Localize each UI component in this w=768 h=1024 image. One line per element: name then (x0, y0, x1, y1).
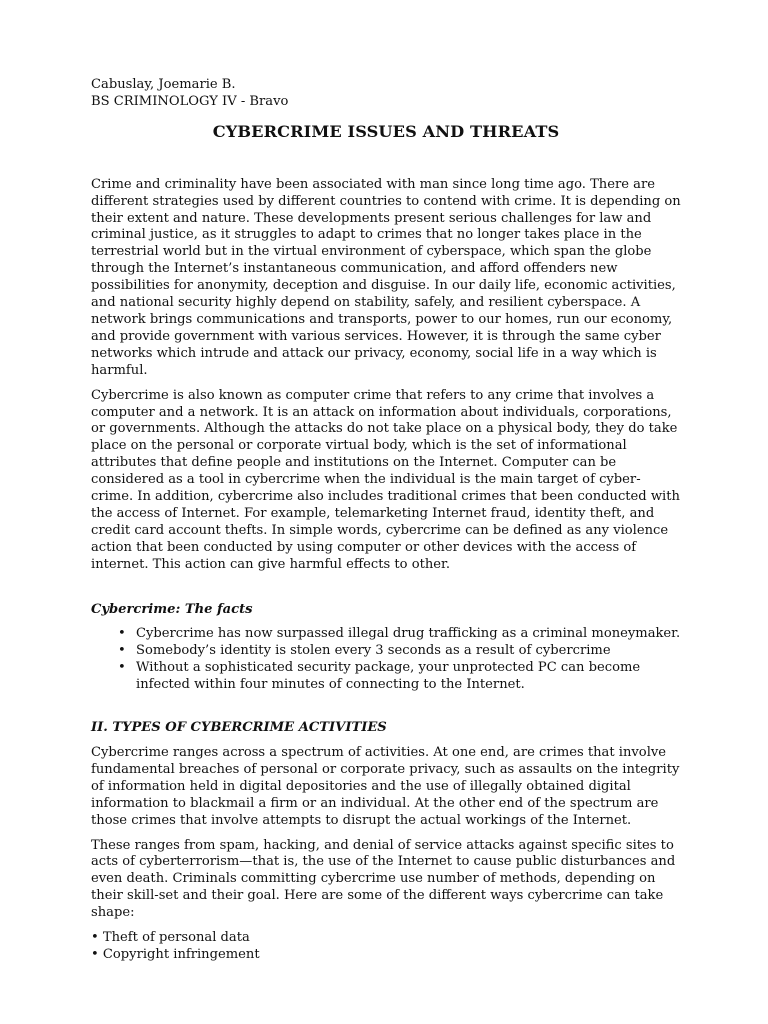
list-item: • Somebody’s identity is stolen every 3 seconds as a result of cybercrime (136, 643, 681, 660)
facts-list (91, 626, 681, 694)
list-item: • Without a sophisticated security package, your unprotected PC can become infected within four minutes of connecting to the Internet. (136, 660, 681, 694)
types-paragraph-2: These ranges from spam, hacking, and denial of service attacks against specific sites to acts of cyberterrorism—that is, the use of the Internet to cause public disturbances and even death. Criminals committing cybercrime use number of methods, depending on their skill-set and their goal. Here are some of the different ways cybercrime can take shape: (91, 837, 676, 921)
types-list (91, 930, 681, 964)
author-block (91, 77, 681, 111)
document-title: CYBERCRIME ISSUES AND THREATS (212, 121, 560, 141)
document-page (91, 77, 681, 964)
facts-heading: Cybercrime: The facts (91, 601, 253, 617)
intro-paragraph-1: Crime and criminality have been associated with man since long time ago. There are different strategies used by different countries to contend with crime. It is depending on their extent and nature. These developments present serious challenges for law and criminal justice, as it struggles to adapt to crimes that no longer takes place in the terrestrial world but in the virtual environment of cyberspace, which span the globe through the Internet’s instantaneous communication, and afford offenders new possibilities for anonymity, deception and disguise. In our daily life, economic activities, and national security highly depend on stability, safely, and resilient cyberspace. A network brings communications and transports, power to our homes, run our economy, and provide government with various services. However, it is through the same cyber networks which intrude and attack our privacy, economy, social life in a way which is harmful. (91, 176, 681, 378)
list-item: • Theft of personal data (91, 930, 250, 946)
types-paragraph-1: Cybercrime ranges across a spectrum of activities. At one end, are crimes that involve fundamental breaches of personal or corporate privacy, such as assaults on the integrity of information held in digital depositories and the use of illegally obtained digital information to blackmail a firm or an individual. At the other end of the spectrum are those crimes that involve attempts to disrupt the actual workings of the Internet. (91, 745, 680, 828)
intro-paragraph-2: Cybercrime is also known as computer crime that refers to any crime that involves a computer and a network. It is an attack on information about individuals, corporations, or governments. Although the attacks do not take place on a physical body, they do take place on the personal or corporate virtual body, which is the set of informational attributes that define people and institutions on the Internet. Computer can be considered as a tool in cybercrime when the individual is the main target of cyber-crime. In addition, cybercrime also includes traditional crimes that been conducted with the access of Internet. For example, telemarketing Internet fraud, identity theft, and credit card account thefts. In simple words, cybercrime can be defined as any violence action that been conducted by using computer or other devices with the access of internet. This action can give harmful effects to other. (91, 387, 680, 572)
author-name: Cabuslay, Joemarie B. (91, 77, 236, 92)
list-item: • Copyright infringement (91, 946, 260, 962)
types-heading: II. TYPES OF CYBERCRIME ACTIVITIES (91, 720, 387, 736)
list-item: • Cybercrime has now surpassed illegal drug trafficking as a criminal moneymaker. (136, 626, 681, 643)
author-course: BS CRIMINOLOGY IV - Bravo (91, 93, 289, 109)
